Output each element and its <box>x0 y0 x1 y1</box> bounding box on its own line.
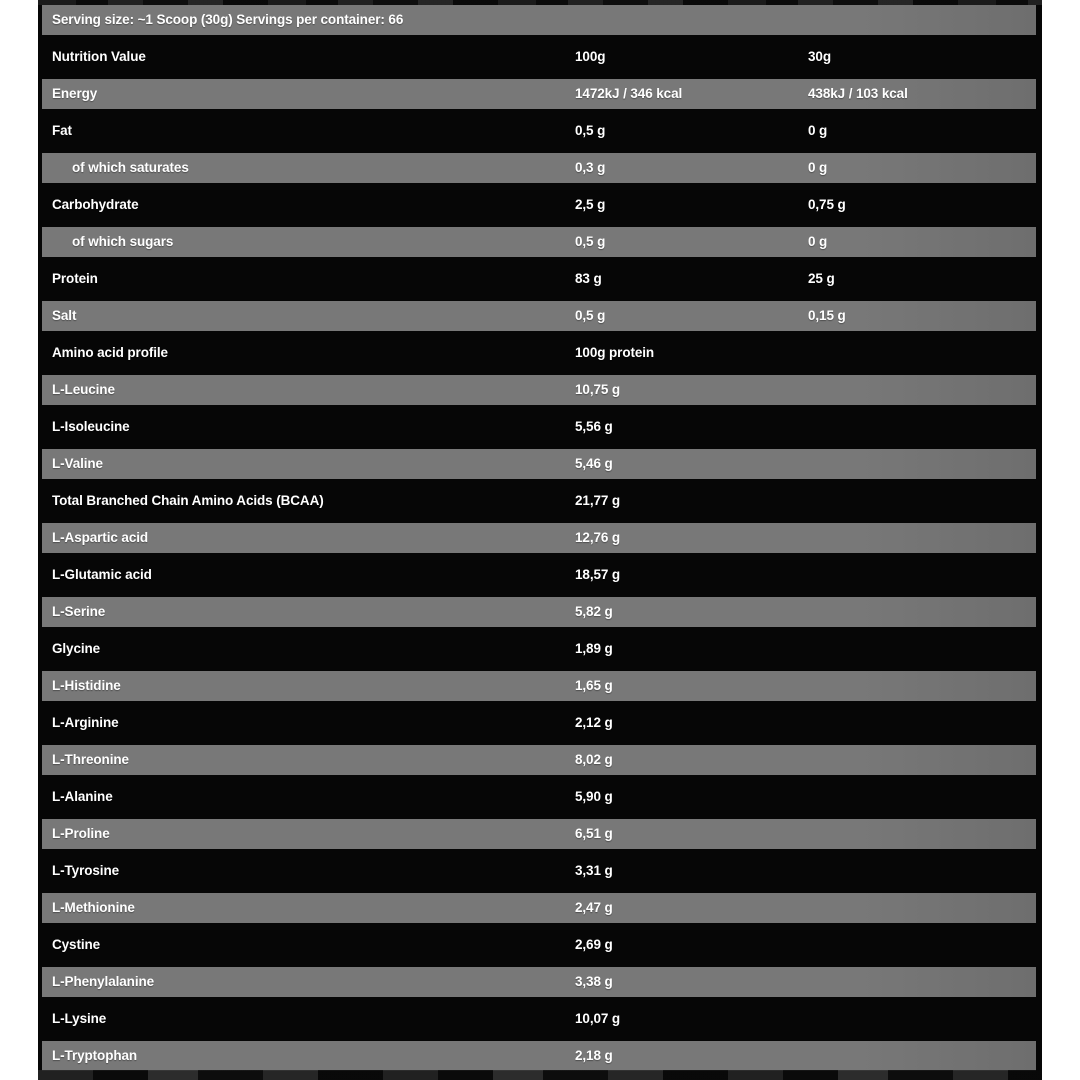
table-row <box>42 745 1036 775</box>
table-row <box>42 671 1036 701</box>
nutrition-label-panel <box>38 0 1042 1080</box>
row-value-per-100g-protein: 18,57 g <box>575 567 621 582</box>
table-row <box>42 153 1036 183</box>
row-label: L-Lysine <box>52 1011 107 1026</box>
table-row <box>42 634 1036 664</box>
row-value-per-100g: 0,5 g <box>575 123 606 138</box>
row-value-per-30g: 0 g <box>808 160 828 175</box>
table-row <box>42 819 1036 849</box>
row-label: Fat <box>52 123 72 138</box>
row-label: Cystine <box>52 937 101 952</box>
nutrition-header-row <box>42 42 1036 72</box>
row-value-per-30g: 0 g <box>808 234 828 249</box>
table-row <box>42 967 1036 997</box>
row-value-per-100g-protein: 8,02 g <box>575 752 613 767</box>
row-value-per-100g-protein: 12,76 g <box>575 530 621 545</box>
row-value-per-100g-protein: 2,18 g <box>575 1048 613 1063</box>
row-value-per-30g: 0,75 g <box>808 197 846 212</box>
table-row <box>42 708 1036 738</box>
row-value-per-100g-protein: 3,38 g <box>575 974 613 989</box>
row-label: L-Glutamic acid <box>52 567 152 582</box>
row-label: L-Proline <box>52 826 110 841</box>
amino-header-label: Amino acid profile <box>52 345 168 360</box>
row-value-per-100g-protein: 5,56 g <box>575 419 613 434</box>
row-value-per-30g: 0 g <box>808 123 828 138</box>
row-label: Total Branched Chain Amino Acids (BCAA) <box>52 493 324 508</box>
row-label: L-Aspartic acid <box>52 530 149 545</box>
row-label: Carbohydrate <box>52 197 139 212</box>
table-row <box>42 856 1036 886</box>
row-label: L-Tryptophan <box>52 1048 138 1063</box>
row-value-per-100g-protein: 3,31 g <box>575 863 613 878</box>
row-label: L-Serine <box>52 604 106 619</box>
row-value-per-100g-protein: 21,77 g <box>575 493 621 508</box>
table-row <box>42 79 1036 109</box>
row-value-per-100g-protein: 1,89 g <box>575 641 613 656</box>
row-value-per-100g-protein: 1,65 g <box>575 678 613 693</box>
row-value-per-100g-protein: 10,75 g <box>575 382 621 397</box>
table-row <box>42 560 1036 590</box>
row-label: Glycine <box>52 641 101 656</box>
table-row <box>42 301 1036 331</box>
table-row <box>42 523 1036 553</box>
row-label: L-Arginine <box>52 715 119 730</box>
row-value-per-100g: 0,5 g <box>575 234 606 249</box>
row-value-per-30g: 0,15 g <box>808 308 846 323</box>
table-row <box>42 412 1036 442</box>
row-label: L-Alanine <box>52 789 113 804</box>
table-row <box>42 1041 1036 1071</box>
row-value-per-100g-protein: 2,47 g <box>575 900 613 915</box>
table-row <box>42 597 1036 627</box>
amino-header-row <box>42 338 1036 368</box>
row-label: Protein <box>52 271 98 286</box>
nutrition-rows <box>38 79 1042 331</box>
row-label: L-Methionine <box>52 900 135 915</box>
row-value-per-30g: 438kJ / 103 kcal <box>808 86 908 101</box>
table-row <box>42 486 1036 516</box>
row-value-per-100g-protein: 2,69 g <box>575 937 613 952</box>
row-label: of which sugars <box>72 234 174 249</box>
row-value-per-100g-protein: 6,51 g <box>575 826 613 841</box>
row-label: L-Isoleucine <box>52 419 130 434</box>
row-value-per-100g-protein: 10,07 g <box>575 1011 621 1026</box>
row-value-per-100g-protein: 5,82 g <box>575 604 613 619</box>
row-value-per-100g: 2,5 g <box>575 197 606 212</box>
table-row <box>42 782 1036 812</box>
row-value-per-100g: 0,3 g <box>575 160 606 175</box>
row-value-per-100g: 1472kJ / 346 kcal <box>575 86 683 101</box>
row-label: L-Valine <box>52 456 103 471</box>
table-row <box>42 264 1036 294</box>
nutrition-header-col-30g: 30g <box>808 49 831 64</box>
table-row <box>42 116 1036 146</box>
row-label: L-Phenylalanine <box>52 974 155 989</box>
amino-acid-rows <box>38 375 1042 1071</box>
row-label: Salt <box>52 308 77 323</box>
row-value-per-30g: 25 g <box>808 271 835 286</box>
row-label: L-Leucine <box>52 382 115 397</box>
row-value-per-100g-protein: 2,12 g <box>575 715 613 730</box>
row-label: L-Tyrosine <box>52 863 120 878</box>
amino-header-col-value: 100g protein <box>575 345 655 360</box>
nutrition-header-label: Nutrition Value <box>52 49 146 64</box>
row-label: L-Histidine <box>52 678 121 693</box>
table-row <box>42 930 1036 960</box>
row-value-per-100g-protein: 5,46 g <box>575 456 613 471</box>
table-row <box>42 449 1036 479</box>
serving-info-row <box>42 5 1036 35</box>
serving-info-text: Serving size: ~1 Scoop (30g) Servings per container: 66 <box>52 12 404 27</box>
package-texture-bottom <box>38 1070 1042 1080</box>
table-row <box>42 893 1036 923</box>
row-value-per-100g: 0,5 g <box>575 308 606 323</box>
table-row <box>42 190 1036 220</box>
row-value-per-100g-protein: 5,90 g <box>575 789 613 804</box>
row-value-per-100g: 83 g <box>575 271 602 286</box>
row-label: L-Threonine <box>52 752 129 767</box>
nutrition-header-col-100g: 100g <box>575 49 606 64</box>
table-row <box>42 375 1036 405</box>
row-label: Energy <box>52 86 98 101</box>
row-label: of which saturates <box>72 160 189 175</box>
table-row <box>42 227 1036 257</box>
table-row <box>42 1004 1036 1034</box>
